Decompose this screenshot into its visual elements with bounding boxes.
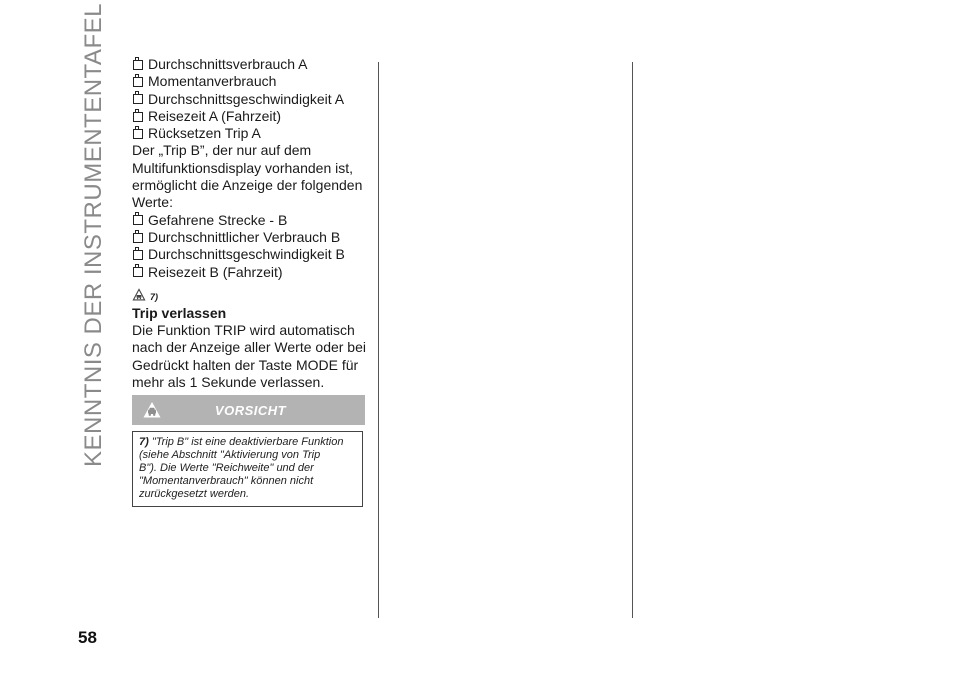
- bullet-icon: [133, 60, 143, 70]
- column-divider-left: [378, 62, 379, 618]
- warning-line-text: "Trip B" ist eine deaktivierbare Funktion: [151, 436, 344, 448]
- intro-line: Multifunktionsdisplay vorhanden ist,: [132, 159, 354, 176]
- list-item: [132, 212, 367, 229]
- reference-number: 7): [150, 291, 159, 302]
- warning-reference[interactable]: [132, 282, 367, 302]
- intro-line: Der „Trip B”, der nur auf dem: [132, 142, 312, 159]
- list-item: [132, 246, 367, 263]
- list-item: [132, 125, 367, 142]
- car-warning-icon: [132, 288, 146, 302]
- paragraph-line: Die Funktion TRIP wird automatisch: [132, 322, 355, 339]
- bullet-icon: [133, 250, 143, 260]
- exit-paragraph: [132, 322, 367, 391]
- warning-title: VORSICHT: [214, 402, 287, 418]
- bullet-icon: [133, 112, 143, 122]
- list-item-text: Momentanverbrauch: [148, 73, 277, 90]
- car-warning-icon: [142, 400, 162, 420]
- list-item: [132, 73, 367, 90]
- warning-line: zurückgesetzt werden.: [139, 488, 250, 500]
- warning-line: "Momentanverbrauch" können nicht: [139, 475, 314, 487]
- bullet-icon: [133, 129, 143, 139]
- list-item: [132, 229, 367, 246]
- list-item-text: Gefahrene Strecke - B: [148, 211, 288, 228]
- section-title-text: KENNTNIS DER INSTRUMENTENTAFEL: [80, 3, 108, 467]
- list-item-text: Durchschnittsgeschwindigkeit B: [148, 246, 345, 263]
- main-column: [132, 56, 367, 391]
- list-item-text: Durchschnittsverbrauch A: [148, 56, 308, 72]
- list-item-text: Reisezeit B (Fahrzeit): [148, 263, 283, 280]
- warning-banner: [132, 395, 365, 425]
- bullet-icon: [133, 233, 143, 243]
- bullet-icon: [133, 94, 143, 104]
- warning-number: 7): [139, 436, 149, 448]
- bullet-icon: [133, 215, 143, 225]
- list-item: [132, 56, 367, 73]
- intro-line: Werte:: [132, 194, 173, 211]
- trip-a-list: [132, 56, 367, 142]
- warning-line: (siehe Abschnitt "Aktivierung von Trip: [139, 449, 321, 461]
- paragraph-line: mehr als 1 Sekunde verlassen.: [132, 374, 325, 391]
- paragraph-line: Gedrückt halten der Taste MODE für: [132, 356, 359, 373]
- list-item-text: Durchschnittlicher Verbrauch B: [148, 228, 341, 245]
- bullet-icon: [133, 77, 143, 87]
- intro-line: ermöglicht die Anzeige der folgenden: [132, 177, 363, 194]
- list-item: [132, 108, 367, 125]
- list-item: [132, 91, 367, 108]
- trip-b-intro: [132, 142, 367, 211]
- warning-line: B"). Die Werte "Reichweite" und der: [139, 462, 314, 474]
- list-item-text: Durchschnittsgeschwindigkeit A: [148, 90, 345, 107]
- page-number: 58: [78, 628, 97, 647]
- section-title-vertical: [78, 3, 110, 467]
- section-heading: Trip verlassen: [132, 304, 227, 321]
- list-item: [132, 264, 367, 281]
- bullet-icon: [133, 267, 143, 277]
- warning-note: [132, 431, 363, 507]
- trip-b-list: [132, 212, 367, 281]
- warning-line: [139, 436, 362, 449]
- column-divider-right: [632, 62, 633, 618]
- paragraph-line: nach der Anzeige aller Werte oder bei: [132, 339, 366, 356]
- list-item-text: Reisezeit A (Fahrzeit): [148, 107, 282, 124]
- list-item-text: Rücksetzen Trip A: [148, 125, 261, 142]
